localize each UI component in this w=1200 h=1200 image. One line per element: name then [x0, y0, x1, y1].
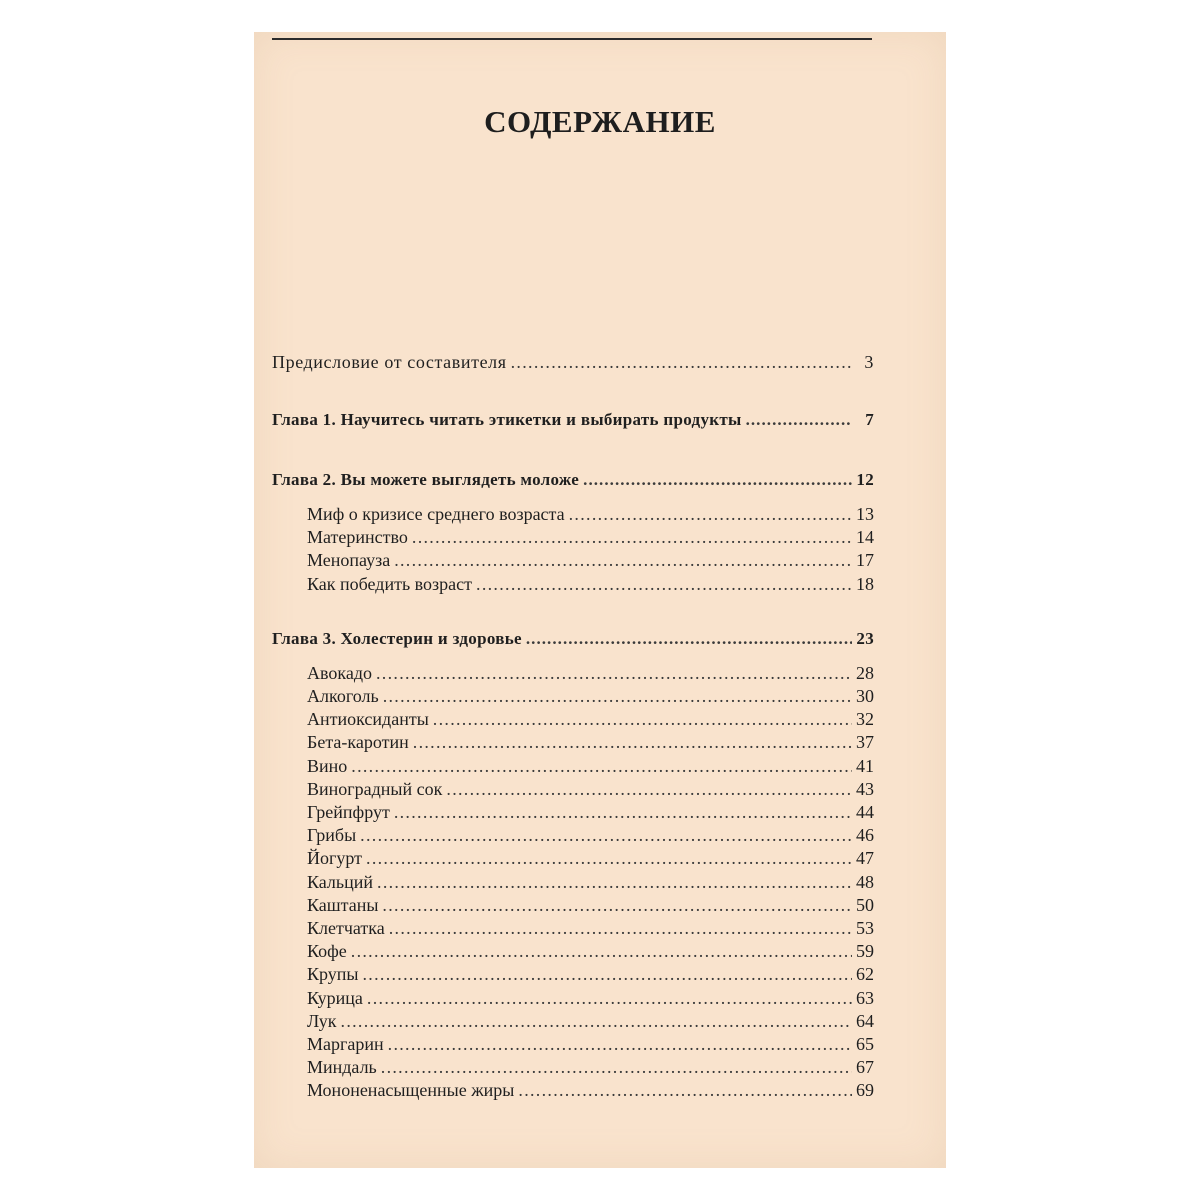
toc-entry-page: 67: [856, 1057, 874, 1078]
book-page: [254, 32, 946, 1168]
toc-entry-page: 46: [856, 825, 874, 846]
toc-entry-label: Глава 2. Вы можете выглядеть моложе: [272, 470, 580, 489]
toc-entry-preface: [272, 347, 874, 377]
toc-entry-page: 13: [856, 504, 874, 524]
toc-section-entry: [272, 940, 874, 963]
dot-leader: [583, 465, 852, 495]
toc-entry-page: 47: [856, 848, 874, 869]
toc-entry-label: Авокадо: [307, 662, 372, 683]
toc-entry-page: 3: [864, 352, 874, 372]
toc-entry-label: Маргарин: [307, 1034, 384, 1055]
dot-leader: [389, 917, 852, 940]
toc-entry-label: Кальций: [307, 871, 374, 892]
toc-section-entry: [272, 503, 874, 526]
toc-entry-page: 59: [856, 941, 874, 962]
toc-entry-page: 53: [856, 918, 874, 939]
toc-section-entry: [272, 1056, 874, 1079]
dot-leader: [360, 824, 852, 847]
toc-entry-page: 14: [856, 527, 874, 548]
toc-entry-page: 23: [856, 628, 874, 648]
toc-entry-label: Алкоголь: [307, 686, 379, 707]
toc-entry-label: Антиоксиданты: [307, 709, 429, 730]
toc-entry-label: Менопауза: [307, 550, 391, 571]
toc-entry-chapter-2: [272, 465, 874, 495]
toc-section-entry: [272, 1033, 874, 1056]
toc-entry-label: Вино: [307, 755, 348, 776]
toc-entry-page: 30: [856, 686, 874, 707]
toc-section-entry: [272, 824, 874, 847]
toc-entry-label: Материнство: [307, 527, 408, 548]
toc-section-entry: [272, 662, 874, 685]
toc-section-entry: [272, 801, 874, 824]
toc-section-entry: [272, 731, 874, 754]
toc-entry-page: 63: [856, 987, 874, 1008]
toc-section-entry: [272, 549, 874, 572]
toc-entry-label: Грейпфрут: [307, 802, 390, 823]
toc-section-entry: [272, 573, 874, 596]
toc-entry-page: 18: [856, 573, 874, 594]
dot-leader: [446, 778, 852, 801]
dot-leader: [394, 549, 852, 572]
toc-entry-page: 44: [856, 802, 874, 823]
chapter-2-sections: [272, 503, 874, 596]
dot-leader: [367, 987, 852, 1010]
dot-leader: [433, 708, 852, 731]
dot-leader: [351, 755, 852, 778]
toc-entry-label: Грибы: [307, 825, 357, 846]
toc-entry-page: 65: [856, 1034, 874, 1055]
dot-leader: [413, 731, 852, 754]
toc-section-entry: [272, 685, 874, 708]
dot-leader: [376, 662, 852, 685]
toc-entry-page: 7: [865, 410, 874, 429]
dot-leader: [382, 894, 852, 917]
dot-leader: [518, 1079, 852, 1102]
toc-entry-label: Предисловие от составителя: [272, 352, 507, 372]
toc-entry-label: Миндаль: [307, 1057, 377, 1078]
dot-leader: [569, 503, 852, 526]
dot-leader: [476, 573, 852, 596]
page-title: СОДЕРЖАНИЕ: [484, 104, 716, 139]
toc-entry-page: 37: [856, 732, 874, 753]
toc-entry-page: 12: [856, 470, 874, 489]
toc-section-entry: [272, 1079, 874, 1102]
toc-entry-label: Виноградный сок: [307, 778, 443, 799]
dot-leader: [526, 624, 852, 654]
toc-entry-page: 64: [856, 1010, 874, 1031]
toc-entry-label: Крупы: [307, 964, 359, 985]
toc-entry-page: 50: [856, 894, 874, 915]
toc-entry-chapter-1: [272, 405, 874, 435]
dot-leader: [351, 940, 852, 963]
toc-section-entry: [272, 894, 874, 917]
toc-entry-label: Кофе: [307, 941, 347, 962]
toc-section-entry: [272, 987, 874, 1010]
toc-section-entry: [272, 755, 874, 778]
dot-leader: [388, 1033, 852, 1056]
dot-leader: [363, 963, 853, 986]
toc-section-entry: [272, 847, 874, 870]
dot-leader: [366, 847, 852, 870]
toc-entry-label: Каштаны: [307, 894, 379, 915]
toc-entry-page: 69: [856, 1080, 874, 1101]
toc-entry-page: 32: [856, 709, 874, 730]
chapter-3-sections: [272, 662, 874, 1103]
toc-entry-label: Мононенасыщенные жиры: [307, 1080, 515, 1101]
toc-section-entry: [272, 917, 874, 940]
table-of-contents: [272, 347, 874, 1103]
toc-section-entry: [272, 871, 874, 894]
toc-entry-page: 62: [856, 964, 874, 985]
toc-entry-page: 41: [856, 755, 874, 776]
dot-leader: [394, 801, 852, 824]
dot-leader: [746, 405, 852, 435]
toc-section-entry: [272, 963, 874, 986]
dot-leader: [383, 685, 852, 708]
toc-entry-page: 28: [856, 662, 874, 683]
toc-entry-page: 48: [856, 871, 874, 892]
toc-entry-label: Клетчатка: [307, 918, 385, 939]
toc-entry-page: 43: [856, 778, 874, 799]
toc-entry-label: Лук: [307, 1010, 337, 1031]
dot-leader: [511, 347, 852, 377]
dot-leader: [377, 871, 852, 894]
top-rule: [272, 38, 872, 40]
dot-leader: [341, 1010, 852, 1033]
toc-entry-label: Глава 3. Холестерин и здоровье: [272, 628, 522, 648]
dot-leader: [412, 526, 852, 549]
toc-entry-label: Йогурт: [307, 848, 363, 869]
toc-entry-page: 17: [856, 550, 874, 571]
toc-entry-label: Как победить возраст: [307, 573, 473, 594]
toc-section-entry: [272, 778, 874, 801]
toc-entry-label: Глава 1. Научитесь читать этикетки и выбирать продукты: [272, 410, 742, 429]
toc-entry-label: Бета-каротин: [307, 732, 409, 753]
toc-entry-label: Курица: [307, 987, 363, 1008]
toc-entry-label: Миф о кризисе среднего возраста: [307, 504, 565, 524]
toc-entry-chapter-3: [272, 624, 874, 654]
toc-section-entry: [272, 526, 874, 549]
toc-section-entry: [272, 1010, 874, 1033]
dot-leader: [381, 1056, 852, 1079]
toc-section-entry: [272, 708, 874, 731]
